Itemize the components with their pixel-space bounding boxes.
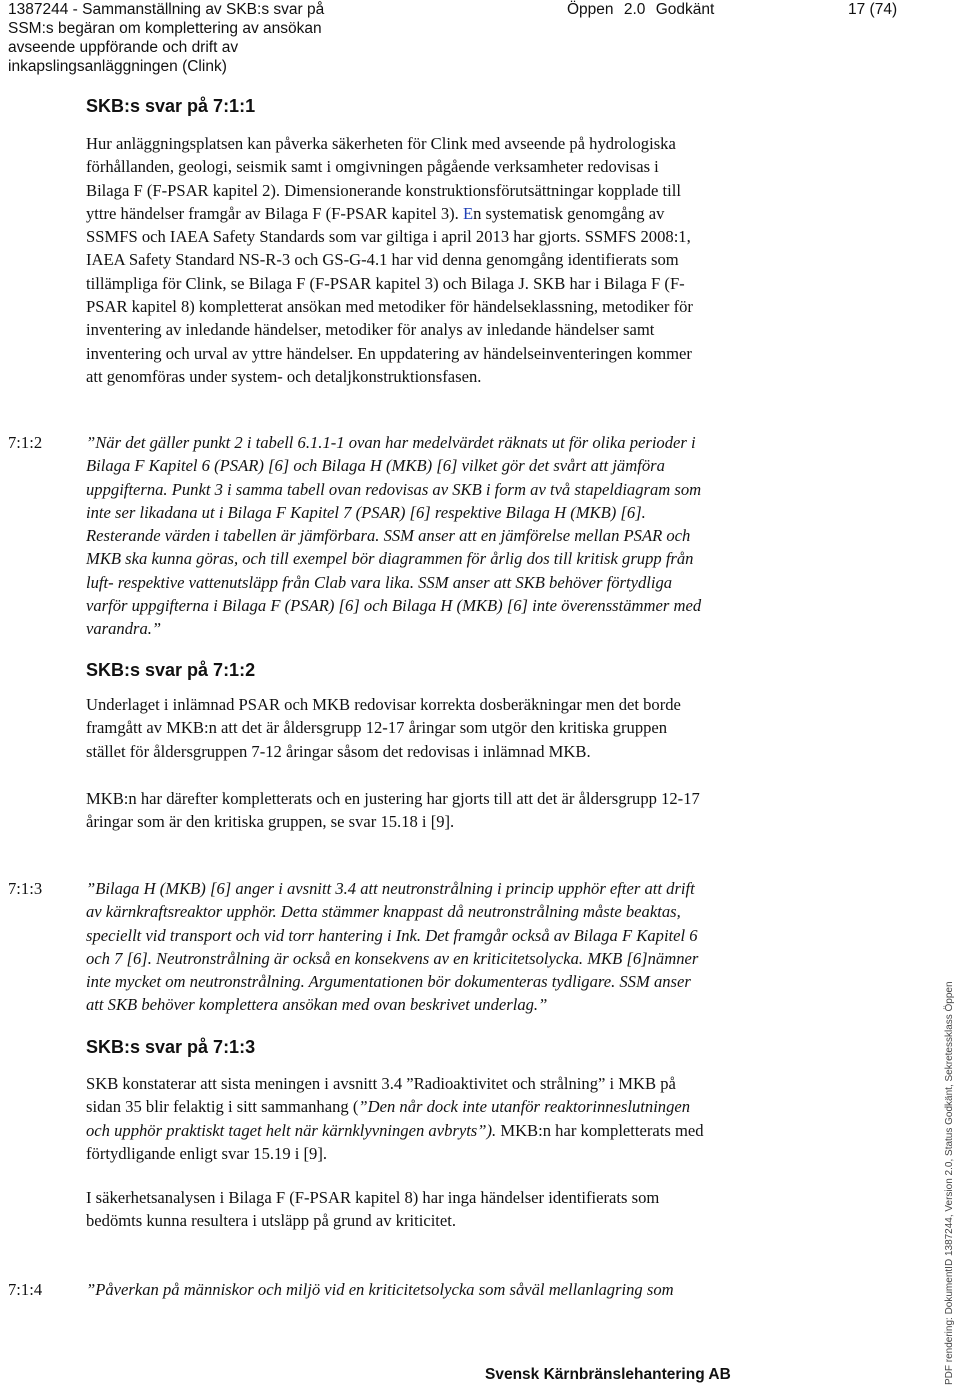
highlight-letter: E [462, 203, 474, 223]
company-footer: Svensk Kärnbränslehantering AB [485, 1366, 731, 1383]
text-line: luft- respektive vattenutsläpp från Clab vara lika. SSM anser att SKB behöver förtydliga [86, 572, 673, 592]
italic-quote: och upphör praktiskt taget helt när kärnklyvningen avbryts”). [86, 1120, 497, 1140]
question-number: 7:1:3 [8, 879, 43, 898]
text-line: sidan 35 blir felaktig i sitt sammanhang (”Den når dock inte utanför reaktorinneslutningen [86, 1097, 691, 1117]
text-line: SSMFS och IAEA Safety Standards som var giltiga i april 2013 har gjorts. SSMFS 2008:1, [86, 227, 691, 247]
text-line: åringar som är den kritiska gruppen, se svar 15.18 i [9]. [86, 812, 455, 832]
text-line: IAEA Safety Standard NS-R-3 och GS-G-4.1 har vid denna genomgång identifierats som [86, 250, 679, 270]
text-line: varför uppgifterna i Bilaga F (PSAR) [6] och Bilaga H (MKB) [6] inte överensstämmer med [86, 596, 702, 616]
text-line: förtydligande enligt svar 15.19 i [9]. [86, 1143, 328, 1163]
text-line: och upphör praktiskt taget helt när kärnklyvningen avbryts”). MKB:n har kompletterats med [86, 1120, 704, 1140]
answer-paragraph [86, 693, 836, 763]
text-line: Bilaga F (F-PSAR kapitel 2). Dimensionerande konstruktionsförutsättningar kopplade till [86, 180, 681, 200]
text-line: och 7 [6]. Neutronstrålning är också en konsekvens av en kriticitetsolycka. MKB [6]nämner [86, 948, 699, 968]
question-number: 7:1:4 [8, 1280, 43, 1299]
text-line: att genomföras under system- och detaljkonstruktionsfasen. [86, 366, 482, 386]
text-line: inventering av inledande händelser, metodiker för analys av inledande händelser samt [86, 320, 655, 340]
text-line: I säkerhetsanalysen i Bilaga F (F-PSAR kapitel 8) har inga händelser identifierats som [86, 1188, 660, 1207]
pdf-rendering-note: PDF rendering: DokumentID 1387244, Version 2.0, Status Godkänt, Sekretessklass Öppen [944, 981, 955, 1385]
text-line: Bilaga F Kapitel 6 (PSAR) [6] och Bilaga H (MKB) [6] vilket gör det svårt att jämföra [86, 456, 665, 476]
text-line: bedömts kunna resultera i utsläpp på grund av kriticitet. [86, 1211, 457, 1231]
text-line: av kärnkraftsreaktor upphör. Detta stämmer knappast då neutronstrålning måste beaktas, [86, 902, 681, 922]
header-line: avseende uppförande och drift av [8, 39, 239, 56]
answer-paragraph [86, 1072, 836, 1165]
italic-quote: ”Den når dock inte utanför reaktorinneslutningen [358, 1097, 691, 1117]
answer-paragraph [86, 132, 836, 388]
text-line: att SKB behöver komplettera ansökan med ovan beskrivet underlag.” [86, 995, 548, 1015]
text-line: tillämpliga för Clink, se Bilaga F (F-PSAR kapitel 3) och Bilaga J. SKB har i Bilaga F (F- [86, 273, 685, 293]
text-line: ”När det gäller punkt 2 i tabell 6.1.1-1 ovan har medelvärdet räknats ut för olika perioder i [86, 433, 696, 452]
page-number: 17 (74) [848, 1, 898, 18]
text-line: yttre händelser framgår av Bilaga F (F-PSAR kapitel 3). En systematisk genomgång av [86, 203, 665, 223]
text-line: stället för åldersgruppen 7-12 åringar såsom det redovisas i inlämnad MKB. [86, 741, 591, 761]
text-line: speciellt vid transport och vid torr hantering i Ink. Det framgår också av Bilaga F Kapitel 6 [86, 925, 698, 945]
text-line: framgått av MKB:n att det är åldersgrupp 12-17 åringar som utgör den kritiska gruppen [86, 718, 668, 738]
text-line: MKB:n har därefter kompletterats och en justering har gjorts till att det är åldersgrupp 12-17 [86, 789, 700, 808]
text-line: inte mycket om neutronstrålning. Argumentationen bör dokumenteras tydligare. SSM anser [86, 972, 691, 992]
text-line: uppgifterna. Punkt 3 i samma tabell ovan redovisas av SKB i form av två stapeldiagram som [86, 479, 702, 499]
section-heading: SKB:s svar på 7:1:2 [86, 660, 256, 680]
text-line: förhållanden, geologi, seismik samt i omgivningen pågående verksamheter redovisas i [86, 157, 659, 177]
document-status: Öppen 2.0 Godkänt [567, 1, 715, 18]
text-line: MKB ska kunna göras, och till exempel bör diagrammen för årlig dos till kritisk grupp från [86, 549, 694, 569]
header-line: SSM:s begäran om komplettering av ansökan [8, 20, 322, 37]
text-line: Underlaget i inlämnad PSAR och MKB redovisar korrekta dosberäkningar men det borde [86, 695, 681, 714]
answer-paragraph [86, 787, 836, 834]
question-quote [86, 431, 836, 641]
document-header [8, 0, 324, 76]
section-heading: SKB:s svar på 7:1:3 [86, 1037, 256, 1057]
text-line: SKB konstaterar att sista meningen i avsnitt 3.4 ”Radioaktivitet och strålning” i MKB på [86, 1074, 676, 1093]
text-line: Hur anläggningsplatsen kan påverka säkerheten för Clink med avseende på hydrologiska [86, 134, 676, 153]
section-heading: SKB:s svar på 7:1:1 [86, 96, 256, 116]
question-number: 7:1:2 [8, 433, 43, 452]
text-line: inte ser likadana ut i Bilaga F Kapitel 7 (PSAR) [6] respektive Bilaga H (MKB) [6]. [86, 502, 646, 522]
answer-paragraph [86, 1186, 836, 1233]
text-line: inventering och urval av yttre händelser. En uppdatering av händelseinventeringen kommer [86, 343, 692, 363]
header-line: inkapslingsanläggningen (Clink) [8, 58, 227, 75]
text-line: ”Påverkan på människor och miljö vid en kriticitetsolycka som såväl mellanlagring som [86, 1280, 674, 1299]
text-line: PSAR kapitel 8) kompletterat ansökan med metodiker för händelseklassning, metodiker för [86, 297, 693, 317]
header-line: 1387244 - Sammanställning av SKB:s svar på [8, 1, 325, 18]
question-quote [86, 877, 836, 1017]
text-line: ”Bilaga H (MKB) [6] anger i avsnitt 3.4 att neutronstrålning i princip upphör efter att drift [86, 879, 695, 898]
text-line: varandra.” [86, 619, 162, 639]
question-quote [86, 1278, 836, 1301]
text-line: Resterande värden i tabellen är jämförbara. SSM anser att en jämförelse mellan PSAR och [86, 526, 691, 546]
